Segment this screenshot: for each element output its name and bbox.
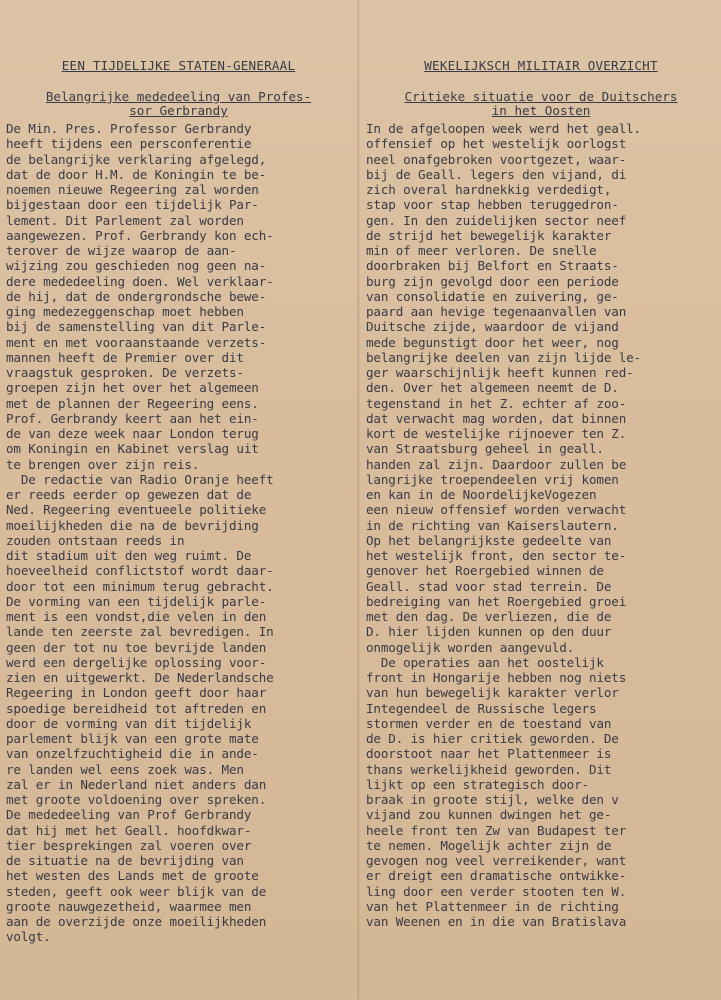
left-article-heading: Belangrijke mededeeling van Profes- sor Gerbrandy [45,89,312,118]
right-article-body: In de afgeloopen week werd het geall. offensief op het westelijk oorlogst neel onafgebroken voortgezet, waar- bij de Geall. legers den vijand, di zich overal hardnekkig verdedigt, stap voor stap hebben teruggedron- gen. In den zuidelijken sector neef de strijd het bewegelijk karakter min of meer verloren. De snelle doorbraken bij Belfort en Straats- burg zijn gevolgd door een periode van consolidatie en zuivering, ge- paard aan hevige tegenaanvallen van Duitsche zijde, waardoor de vijand mede begunstigt door het weer, nog belangrijke deelen van zijn lijde le- ger waarschijnlijk heeft kunnen red- den. Over het algemeen neemt de D. tegenstand in het Z. echter af zoo- dat verwacht mag worden, dat binnen kort de westelijke rijnoever ten Z. van Straatsburg geheel in geall. handen zal zijn. Daardoor zullen be langrijke troependeelen vrij komen en kan in de NoordelijkeVogezen een nieuw offensief worden verwacht in de richting van Kaiserslautern. Op het belangrijkste gedeelte van het westelijk front, den sector te- genover het Roergebied winnen de Geall. stad voor stad terrein. De bedreiging van het Roergebied groei met den dag. De verliezen, die de D. hier lijden kunnen op den duur onmogelijk worden aangevuld. De operaties aan het oostelijk front in Hongarije hebben nog niets van hun bewegelijk karakter verlor Integendeel de Russische legers stormen verder en de toestand van de D. is hier critiek geworden. De doorstoot naar het Plattenmeer is thans werkelijkheid geworden. Dit lijkt op een strategisch door- braak in groote stijl, welke den v vijand zou kunnen dwingen het ge- heele front ten Zw van Budapest ter te nemen. Mogelijk achter zijn de gevogen nog veel verreikender, want er dreigt een dramatische ontwikke- ling door een verder stooten ten W. van het Plattenmeer in de richting van Weenen en in die van Bratislava [366,121,641,929]
right-article-heading: Critieke situatie voor de Duitschers in het Oosten [404,89,678,118]
right-column [366,52,716,929]
right-section-title: WEKELIJKSCH MILITAIR OVERZICHT [424,58,658,73]
paper-fold-line [357,0,360,1000]
left-column [6,52,351,945]
left-article-body: De Min. Pres. Professor Gerbrandy heeft tijdens een persconferentie de belangrijke verklaring afgelegd, dat de door H.M. de Koningin te be- noemen nieuwe Regeering zal worden bijgestaan door een tijdelijk Par- lement. Dit Parlement zal worden aangewezen. Prof. Gerbrandy kon ech- terover de wijze waarop de aan- wijzing zou geschieden nog geen na- dere mededeeling doen. Wel verklaar- de hij, dat de ondergrondsche bewe- ging medezeggenschap moet hebben bij de samenstelling van dit Parle- ment en met vooraanstaande verzets- mannen heeft de Premier over dit vraagstuk gesproken. De verzets- groepen zijn het over het algemeen met de plannen der Regeering eens. Prof. Gerbrandy keert aan het ein- de van deze week naar London terug om Koningin en Kabinet verslag uit te brengen over zijn reis. De redactie van Radio Oranje heeft er reeds eerder op gewezen dat de Ned. Regeering eventueele politieke moeilijkheden die na de bevrijding zouden ontstaan reeds in dit stadium uit den weg ruimt. De hoeveelheid conflictstof wordt daar- door tot een minimum terug gebracht. De vorming van een tijdelijk parle- ment is een vondst,die velen in den lande ten zeerste zal bevredigen. In geen der tot nu toe bevrijde landen werd een dergelijke oplossing voor- zien en uitgewerkt. De Nederlandsche Regeering in London geeft door haar spoedige bereidheid tot aftreden en door de vorming van dit tijdelijk parlement blijk van een grote mate van onzelfzuchtigheid die in ande- re landen wel eens zoek was. Men zal er in Nederland niet anders dan met groote voldoening over spreken. De mededeeling van Prof Gerbrandy dat hij met het Geall. hoofdkwar- tier besprekingen zal voeren over de situatie na de bevrijding van het westen des Lands met de groote steden, geeft ook weer blijk van de groote nauwgezetheid, waarmee men aan de overzijde onze moeilijkheden volgt. [6,121,274,945]
left-section-title: EEN TIJDELIJKE STATEN-GENERAAL [61,58,296,73]
